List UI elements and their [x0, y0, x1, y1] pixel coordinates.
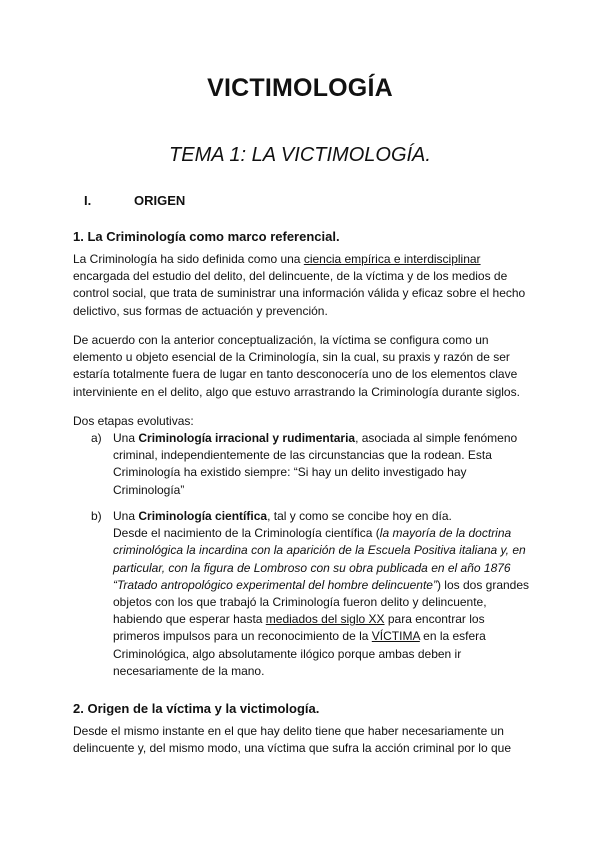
subheading-origen-victima: 2. Origen de la víctima y la victimología. — [73, 701, 320, 716]
bold-term: Criminología irracional y rudimentaria — [138, 431, 356, 445]
text-run: Una — [113, 431, 139, 445]
text-run: Desde el nacimiento de la Criminología científica ( — [113, 526, 380, 541]
paragraph-conceptualization: De acuerdo con la anterior conceptualización, la víctima se configura como un elemento u objeto esencial de la Criminología, sin la cual, su praxis y razón de ser estaría totalmente fuera de lugar en tanto desconocería uno de los elementos clave interviniente en el delito, algo que estuvo arrastrando la Criminología durante siglos. — [73, 333, 520, 399]
underlined-term: mediados del siglo XX — [265, 612, 385, 627]
text-run: Una — [113, 509, 139, 523]
section-number: I. — [84, 193, 92, 208]
document-title: VICTIMOLOGÍA — [207, 74, 393, 102]
subheading-criminologia: 1. La Criminología como marco referencial. — [73, 229, 340, 244]
text-run: en la esfera Criminológica, algo absolutamente ilógico porque ambas deben ir necesariamente de la mano. — [113, 629, 486, 678]
list-marker: a) — [91, 431, 102, 445]
list-item-text — [113, 430, 533, 499]
text-run: ) los dos grandes objetos con los que trabajó la Criminología fueron delito y delincuente, habiendo que esperar hasta — [113, 577, 530, 627]
topic-subtitle: TEMA 1: LA VICTIMOLOGÍA. — [169, 144, 431, 166]
list-item-text — [113, 508, 533, 680]
text-run: para encontrar los primeros impulsos para un reconocimiento de la — [113, 612, 485, 644]
paragraph-definition — [73, 251, 533, 320]
underlined-term: ciencia empírica e interdisciplinar — [303, 252, 481, 266]
text-run: La Criminología ha sido definida como una — [73, 252, 304, 266]
list-marker: b) — [91, 509, 102, 523]
text-run: encargada del estudio del delito, del delincuente, de la víctima y de los medios de control social, que trata de suministrar una información válida y eficaz sobre el hecho delictivo, sus formas de actuación y prevención. — [73, 269, 526, 318]
italic-citation: la mayoría de la doctrina criminológica la incardina con la aparición de la Escuela Positiva italiana y, en particular, con la figura de Lombroso con su obra publicada en el año 1876 “Tratado antropológico experimental del hombre delincuente” — [113, 526, 526, 592]
underlined-term: VÍCTIMA — [371, 629, 420, 644]
list-item-detail — [113, 525, 533, 680]
section-heading — [84, 193, 185, 208]
text-run: , tal y como se concibe hoy en día. — [267, 509, 452, 523]
section-title: ORIGEN — [134, 193, 186, 208]
text-run: , asociada al simple fenómeno criminal, independientemente de las circunstancias que la rodean. Esta Criminología ha existido siempre: “Si hay un delito investigado hay Criminología” — [113, 431, 518, 497]
bold-term: Criminología científica — [138, 509, 268, 523]
paragraph-stages-intro: Dos etapas evolutivas: — [73, 414, 194, 428]
paragraph-origin: Desde el mismo instante en el que hay delito tiene que haber necesariamente un delincuente y, del mismo modo, una víctima que sufra la acción criminal por lo que — [73, 724, 511, 756]
list-item-lead — [113, 508, 533, 525]
